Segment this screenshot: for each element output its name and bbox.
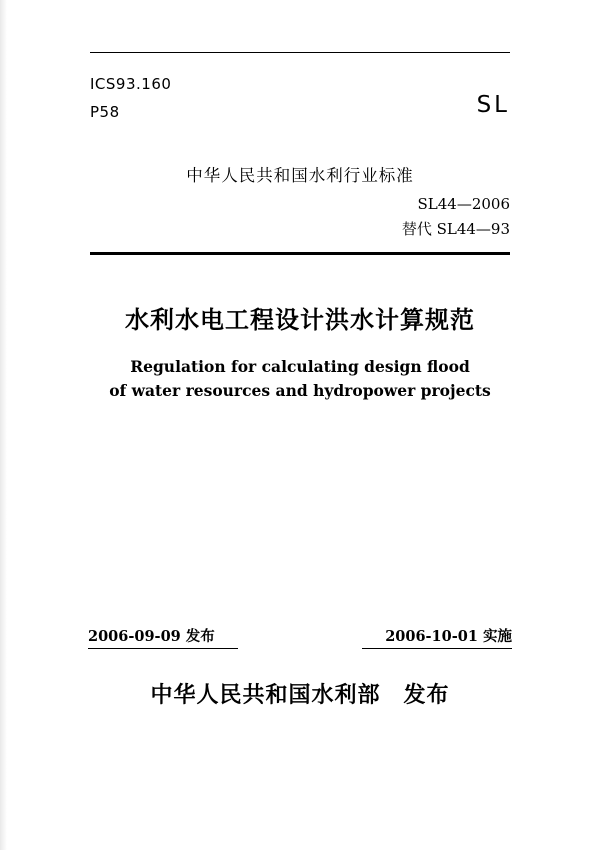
standard-number-block (402, 192, 510, 242)
page-title-english-line2: of water resources and hydropower projects (109, 381, 491, 400)
issue-date: 2006-09-09 发布 (88, 625, 238, 649)
page-title-english (0, 355, 600, 403)
publisher-line: 中华人民共和国水利部 发布 (150, 683, 450, 708)
page-title: 水利水电工程设计洪水计算规范 (125, 306, 475, 334)
standard-number: SL44—2006 (417, 195, 510, 213)
page-title-english-line1: Regulation for calculating design flood (130, 357, 470, 376)
standard-mark: SL (476, 92, 510, 118)
header-divider-thin (90, 52, 510, 53)
replaces-standard: 替代 SL44—93 (401, 220, 510, 238)
classification-block (90, 70, 171, 126)
header-divider-thick (90, 252, 510, 255)
page-edge-shadow (0, 0, 7, 850)
date-row (88, 625, 512, 649)
ics-code: ICS93.160 (90, 75, 172, 93)
authority-line: 中华人民共和国水利行业标准 (186, 166, 414, 185)
category-code: P58 (90, 103, 120, 121)
effective-date: 2006-10-01 实施 (362, 625, 512, 649)
